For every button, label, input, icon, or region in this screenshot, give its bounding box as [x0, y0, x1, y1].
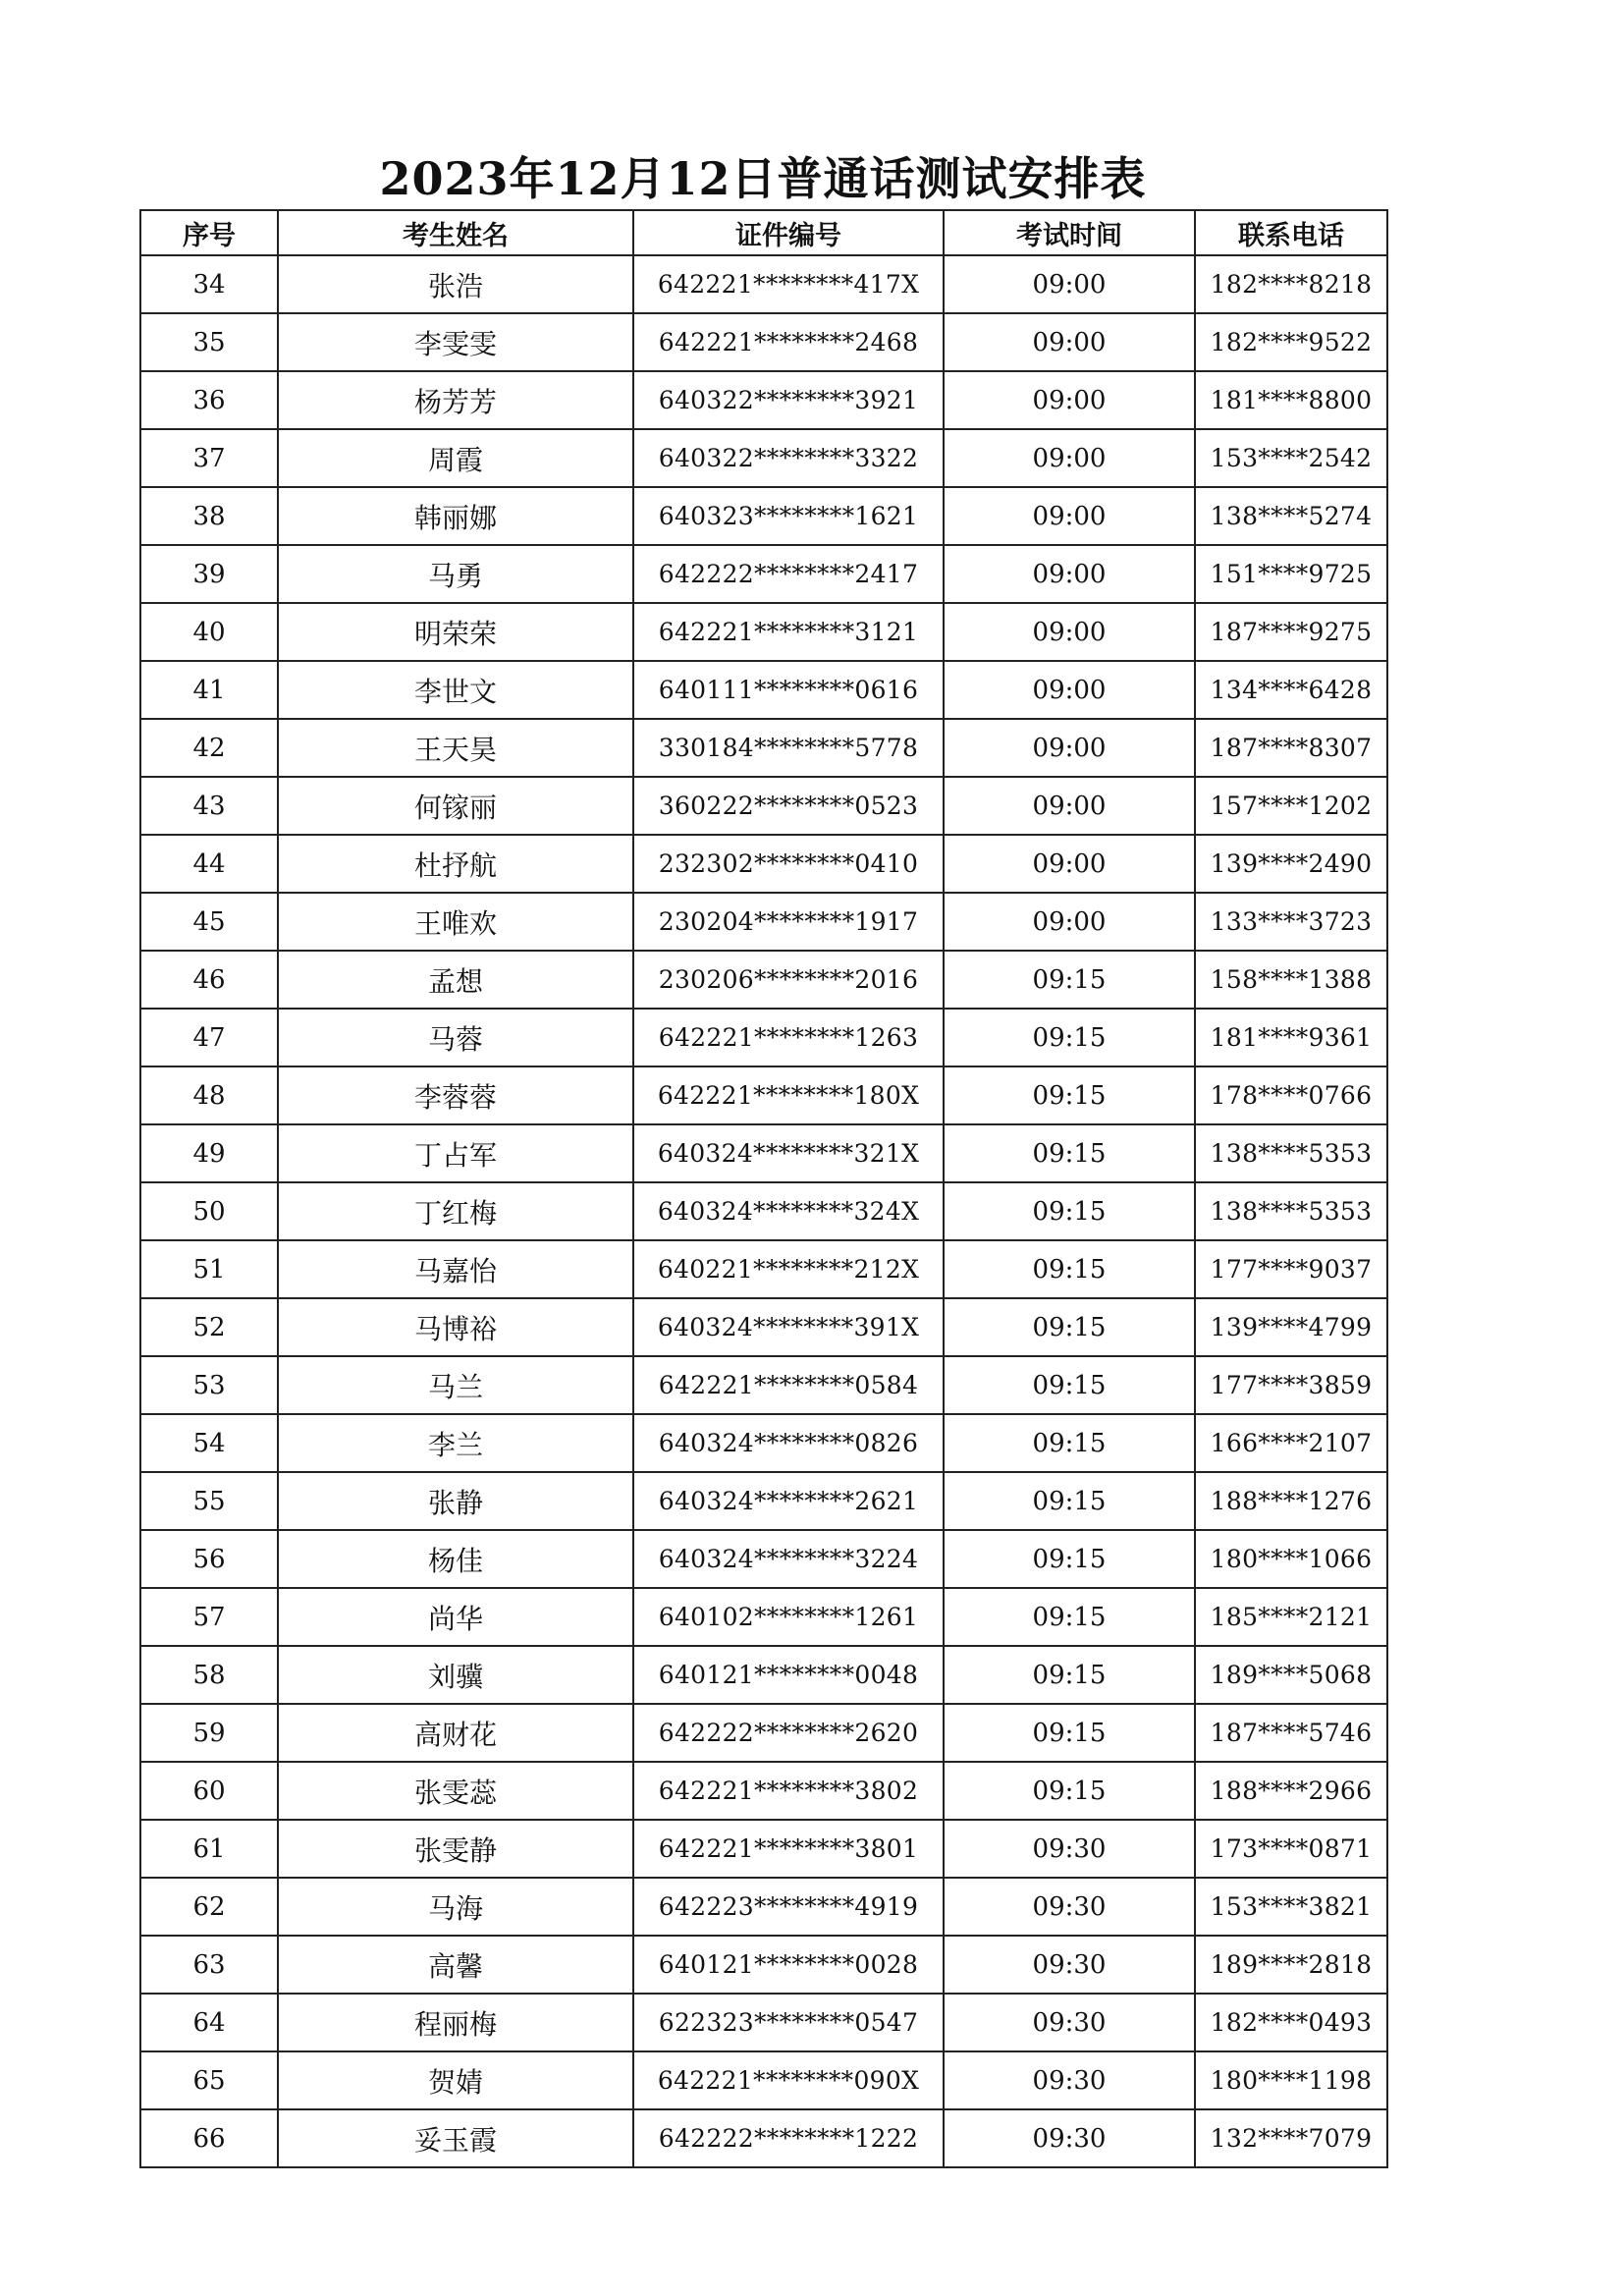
cell-time: 09:00 [944, 893, 1195, 951]
cell-time: 09:30 [944, 1820, 1195, 1878]
cell-phone: 178****0766 [1195, 1066, 1387, 1124]
cell-no: 58 [140, 1646, 278, 1704]
cell-name: 张静 [278, 1472, 633, 1530]
cell-phone: 138****5353 [1195, 1182, 1387, 1240]
cell-id: 642222********1222 [633, 2109, 944, 2167]
cell-name: 高馨 [278, 1936, 633, 1994]
cell-no: 50 [140, 1182, 278, 1240]
table-row [140, 1298, 1387, 1356]
header-row [140, 210, 1387, 255]
cell-id: 640111********0616 [633, 661, 944, 719]
cell-no: 64 [140, 1994, 278, 2051]
cell-time: 09:15 [944, 1356, 1195, 1414]
cell-no: 47 [140, 1009, 278, 1066]
column-header-no: 序号 [140, 210, 278, 255]
cell-no: 54 [140, 1414, 278, 1472]
cell-no: 49 [140, 1124, 278, 1182]
cell-time: 09:15 [944, 1588, 1195, 1646]
cell-id: 642221********090X [633, 2051, 944, 2109]
table-row [140, 835, 1387, 893]
cell-name: 李蓉蓉 [278, 1066, 633, 1124]
cell-id: 642221********3802 [633, 1762, 944, 1820]
cell-id: 640324********0826 [633, 1414, 944, 1472]
cell-time: 09:30 [944, 2051, 1195, 2109]
column-header-phone: 联系电话 [1195, 210, 1387, 255]
cell-phone: 187****5746 [1195, 1704, 1387, 1762]
cell-id: 640324********2621 [633, 1472, 944, 1530]
table-header [140, 210, 1387, 255]
cell-time: 09:15 [944, 1414, 1195, 1472]
cell-id: 642221********1263 [633, 1009, 944, 1066]
cell-no: 63 [140, 1936, 278, 1994]
cell-phone: 157****1202 [1195, 777, 1387, 835]
cell-phone: 138****5353 [1195, 1124, 1387, 1182]
table-row [140, 719, 1387, 777]
cell-time: 09:15 [944, 1066, 1195, 1124]
cell-time: 09:15 [944, 1124, 1195, 1182]
table-body [140, 255, 1387, 2167]
cell-time: 09:15 [944, 1182, 1195, 1240]
cell-phone: 180****1198 [1195, 2051, 1387, 2109]
cell-no: 62 [140, 1878, 278, 1936]
cell-name: 马嘉怡 [278, 1240, 633, 1298]
cell-no: 56 [140, 1530, 278, 1588]
table-row [140, 545, 1387, 603]
cell-name: 杨芳芳 [278, 371, 633, 429]
table-row [140, 1124, 1387, 1182]
cell-id: 642221********0584 [633, 1356, 944, 1414]
page-title: 2023年12月12日普通话测试安排表 [379, 152, 1147, 205]
cell-no: 51 [140, 1240, 278, 1298]
table-row [140, 1762, 1387, 1820]
cell-time: 09:15 [944, 1298, 1195, 1356]
table-row [140, 1472, 1387, 1530]
cell-name: 李兰 [278, 1414, 633, 1472]
cell-time: 09:00 [944, 661, 1195, 719]
table-row [140, 2109, 1387, 2167]
cell-no: 52 [140, 1298, 278, 1356]
cell-phone: 139****2490 [1195, 835, 1387, 893]
cell-no: 34 [140, 255, 278, 313]
table-row [140, 1646, 1387, 1704]
table-row [140, 1994, 1387, 2051]
cell-phone: 134****6428 [1195, 661, 1387, 719]
cell-id: 230206********2016 [633, 951, 944, 1009]
cell-name: 明荣荣 [278, 603, 633, 661]
cell-time: 09:15 [944, 1472, 1195, 1530]
cell-no: 41 [140, 661, 278, 719]
cell-no: 57 [140, 1588, 278, 1646]
cell-name: 王唯欢 [278, 893, 633, 951]
table-row [140, 777, 1387, 835]
cell-id: 642222********2417 [633, 545, 944, 603]
cell-name: 马勇 [278, 545, 633, 603]
cell-phone: 181****9361 [1195, 1009, 1387, 1066]
cell-time: 09:15 [944, 1530, 1195, 1588]
cell-phone: 177****3859 [1195, 1356, 1387, 1414]
cell-name: 李世文 [278, 661, 633, 719]
cell-name: 马蓉 [278, 1009, 633, 1066]
cell-name: 周霞 [278, 429, 633, 487]
cell-phone: 189****2818 [1195, 1936, 1387, 1994]
cell-time: 09:00 [944, 835, 1195, 893]
cell-id: 640102********1261 [633, 1588, 944, 1646]
table-row [140, 1588, 1387, 1646]
cell-id: 640322********3921 [633, 371, 944, 429]
cell-no: 42 [140, 719, 278, 777]
cell-no: 53 [140, 1356, 278, 1414]
cell-name: 马海 [278, 1878, 633, 1936]
cell-id: 642221********180X [633, 1066, 944, 1124]
cell-no: 38 [140, 487, 278, 545]
table-row [140, 429, 1387, 487]
cell-id: 642223********4919 [633, 1878, 944, 1936]
cell-id: 642221********417X [633, 255, 944, 313]
cell-no: 60 [140, 1762, 278, 1820]
cell-name: 马博裕 [278, 1298, 633, 1356]
table-row [140, 487, 1387, 545]
cell-time: 09:15 [944, 1646, 1195, 1704]
cell-id: 642221********3801 [633, 1820, 944, 1878]
cell-no: 44 [140, 835, 278, 893]
cell-time: 09:00 [944, 255, 1195, 313]
cell-phone: 187****9275 [1195, 603, 1387, 661]
table-row [140, 603, 1387, 661]
cell-no: 36 [140, 371, 278, 429]
cell-name: 张浩 [278, 255, 633, 313]
cell-time: 09:30 [944, 1878, 1195, 1936]
cell-id: 330184********5778 [633, 719, 944, 777]
cell-name: 张雯蕊 [278, 1762, 633, 1820]
cell-no: 45 [140, 893, 278, 951]
cell-time: 09:00 [944, 487, 1195, 545]
table-row [140, 313, 1387, 371]
cell-no: 66 [140, 2109, 278, 2167]
cell-time: 09:00 [944, 545, 1195, 603]
cell-id: 640121********0048 [633, 1646, 944, 1704]
cell-phone: 166****2107 [1195, 1414, 1387, 1472]
cell-id: 640323********1621 [633, 487, 944, 545]
cell-no: 55 [140, 1472, 278, 1530]
cell-time: 09:15 [944, 1704, 1195, 1762]
cell-phone: 189****5068 [1195, 1646, 1387, 1704]
cell-phone: 181****8800 [1195, 371, 1387, 429]
cell-no: 61 [140, 1820, 278, 1878]
cell-name: 丁占军 [278, 1124, 633, 1182]
cell-id: 642222********2620 [633, 1704, 944, 1762]
cell-time: 09:15 [944, 1240, 1195, 1298]
cell-id: 642221********3121 [633, 603, 944, 661]
cell-name: 杨佳 [278, 1530, 633, 1588]
cell-id: 622323********0547 [633, 1994, 944, 2051]
cell-phone: 187****8307 [1195, 719, 1387, 777]
cell-phone: 188****2966 [1195, 1762, 1387, 1820]
cell-name: 尚华 [278, 1588, 633, 1646]
table-row [140, 951, 1387, 1009]
cell-no: 35 [140, 313, 278, 371]
table-row [140, 1240, 1387, 1298]
column-header-id: 证件编号 [633, 210, 944, 255]
cell-time: 09:15 [944, 1762, 1195, 1820]
cell-no: 37 [140, 429, 278, 487]
cell-name: 高财花 [278, 1704, 633, 1762]
cell-time: 09:00 [944, 313, 1195, 371]
cell-phone: 132****7079 [1195, 2109, 1387, 2167]
cell-id: 640322********3322 [633, 429, 944, 487]
cell-name: 何镓丽 [278, 777, 633, 835]
cell-id: 642221********2468 [633, 313, 944, 371]
cell-id: 640324********324X [633, 1182, 944, 1240]
cell-time: 09:30 [944, 2109, 1195, 2167]
cell-id: 640121********0028 [633, 1936, 944, 1994]
cell-id: 360222********0523 [633, 777, 944, 835]
cell-name: 程丽梅 [278, 1994, 633, 2051]
table-row [140, 1414, 1387, 1472]
cell-name: 妥玉霞 [278, 2109, 633, 2167]
table-row [140, 893, 1387, 951]
column-header-time: 考试时间 [944, 210, 1195, 255]
table-row [140, 1066, 1387, 1124]
cell-no: 65 [140, 2051, 278, 2109]
cell-no: 46 [140, 951, 278, 1009]
table-row [140, 2051, 1387, 2109]
table-row [140, 1356, 1387, 1414]
cell-id: 230204********1917 [633, 893, 944, 951]
table-row [140, 661, 1387, 719]
cell-time: 09:30 [944, 1994, 1195, 2051]
cell-time: 09:00 [944, 777, 1195, 835]
cell-phone: 151****9725 [1195, 545, 1387, 603]
cell-phone: 182****9522 [1195, 313, 1387, 371]
cell-phone: 173****0871 [1195, 1820, 1387, 1878]
cell-time: 09:00 [944, 429, 1195, 487]
cell-time: 09:00 [944, 371, 1195, 429]
table-row [140, 371, 1387, 429]
cell-phone: 182****0493 [1195, 1994, 1387, 2051]
cell-phone: 182****8218 [1195, 255, 1387, 313]
column-header-name: 考生姓名 [278, 210, 633, 255]
cell-name: 韩丽娜 [278, 487, 633, 545]
schedule-table [139, 209, 1388, 2168]
cell-no: 39 [140, 545, 278, 603]
cell-name: 王天昊 [278, 719, 633, 777]
cell-time: 09:00 [944, 719, 1195, 777]
table-row [140, 1182, 1387, 1240]
cell-no: 48 [140, 1066, 278, 1124]
cell-phone: 153****3821 [1195, 1878, 1387, 1936]
cell-name: 杜抒航 [278, 835, 633, 893]
cell-phone: 138****5274 [1195, 487, 1387, 545]
cell-time: 09:15 [944, 1009, 1195, 1066]
cell-phone: 177****9037 [1195, 1240, 1387, 1298]
cell-name: 孟想 [278, 951, 633, 1009]
table-row [140, 1704, 1387, 1762]
cell-no: 59 [140, 1704, 278, 1762]
cell-time: 09:15 [944, 951, 1195, 1009]
cell-name: 丁红梅 [278, 1182, 633, 1240]
cell-no: 43 [140, 777, 278, 835]
cell-phone: 133****3723 [1195, 893, 1387, 951]
cell-id: 640324********321X [633, 1124, 944, 1182]
cell-name: 刘骥 [278, 1646, 633, 1704]
cell-time: 09:30 [944, 1936, 1195, 1994]
cell-name: 马兰 [278, 1356, 633, 1414]
cell-phone: 185****2121 [1195, 1588, 1387, 1646]
cell-no: 40 [140, 603, 278, 661]
cell-phone: 153****2542 [1195, 429, 1387, 487]
cell-name: 李雯雯 [278, 313, 633, 371]
cell-id: 232302********0410 [633, 835, 944, 893]
cell-name: 贺婧 [278, 2051, 633, 2109]
table-row [140, 1530, 1387, 1588]
cell-id: 640324********391X [633, 1298, 944, 1356]
table-row [140, 1820, 1387, 1878]
table-row [140, 1936, 1387, 1994]
cell-time: 09:00 [944, 603, 1195, 661]
table-row [140, 1878, 1387, 1936]
cell-phone: 180****1066 [1195, 1530, 1387, 1588]
cell-phone: 139****4799 [1195, 1298, 1387, 1356]
cell-phone: 158****1388 [1195, 951, 1387, 1009]
cell-id: 640324********3224 [633, 1530, 944, 1588]
table-row [140, 1009, 1387, 1066]
cell-id: 640221********212X [633, 1240, 944, 1298]
cell-name: 张雯静 [278, 1820, 633, 1878]
cell-phone: 188****1276 [1195, 1472, 1387, 1530]
table-row [140, 255, 1387, 313]
